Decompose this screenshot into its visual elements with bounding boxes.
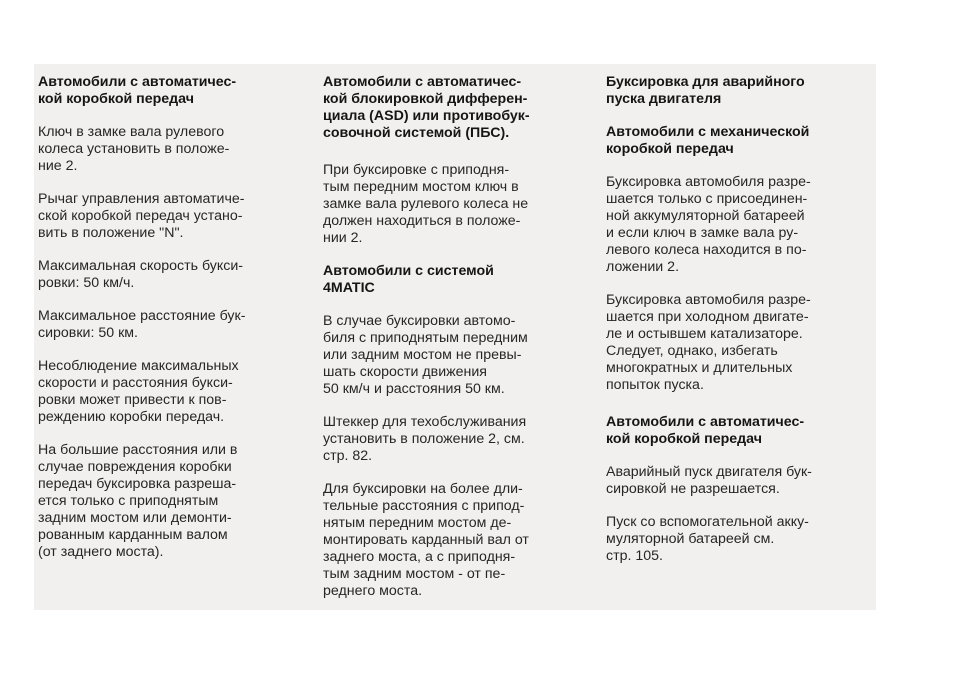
paragraph-tow-start-forbidden: Аварийный пуск двигателя бук- сировкой не разрешается. <box>606 464 812 497</box>
paragraph-selector-lever: Рычаг управления автоматиче- ской коробкой передач устано- вить в положение "N". <box>38 191 245 241</box>
paragraph-driveshaft-removal: Для буксировки на более дли- тельные расстояния с припод- нятым передним мостом де- монтировать карданный вал от заднего моста, а с приподня- тым задним мостом - от пе- реднего моста. <box>323 481 529 599</box>
paragraph-battery-connected: Буксировка автомобиля разре- шается только с присоединен- ной аккумуляторной батареей и если ключ в замке вала ру- левого колеса находится в по- ложении 2. <box>606 174 811 275</box>
paragraph-max-distance: Максимальное расстояние бук- сировки: 50 км. <box>38 308 246 341</box>
paragraph-jump-start: Пуск со вспомогательной акку- муляторной батареей см. стр. 105. <box>606 514 809 564</box>
paragraph-cold-engine: Буксировка автомобиля разре- шается при холодном двигате- ле и остывшем катализаторе. Следует, однако, избегать многократных и длительных попыток пуска. <box>606 292 811 393</box>
heading-automatic-transmission: Автомобили с автоматичес- кой коробкой передач <box>38 74 237 107</box>
heading-4matic: Автомобили с системой 4MATIC <box>323 263 494 296</box>
paragraph-service-plug: Штеккер для техобслуживания установить в положение 2, см. стр. 82. <box>323 414 527 464</box>
heading-manual-transmission: Автомобили с механической коробкой передач <box>606 124 810 157</box>
column-right <box>606 74 876 565</box>
paragraph-ignition-key: Ключ в замке вала рулевого колеса установить в положе- ние 2. <box>38 124 230 174</box>
paragraph-warning: Несоблюдение максимальных скорости и расстояния букси- ровки может привести к пов- реждению коробки передач. <box>38 358 239 425</box>
column-left <box>38 74 308 561</box>
paragraph-4matic-limits: В случае буксировки автомо- биля с приподнятым передним или задним мостом не превы- шать скорости движения 50 км/ч и расстояния 50 км. <box>323 313 528 397</box>
column-middle <box>323 74 593 600</box>
heading-automatic-transmission-2: Автомобили с автоматичес- кой коробкой передач <box>606 414 805 447</box>
paragraph-front-axle-raised: При буксировке с приподня- тым передним мостом ключ в замке вала рулевого колеса не должен находиться в положе- нии 2. <box>323 162 529 246</box>
paragraph-long-distance: На большие расстояния или в случае повреждения коробки передач буксировка разреша- ется только с приподнятым задним мостом или демонти- рованным карданным валом (от заднего моста). <box>38 442 238 560</box>
heading-asd-asr: Автомобили с автоматичес- кой блокировкой дифферен- циала (ASD) или противобук- совочной системой (ПБС). <box>323 74 530 141</box>
paragraph-max-speed: Максимальная скорость букси- ровки: 50 км/ч. <box>38 258 243 291</box>
heading-tow-start: Буксировка для аварийного пуска двигателя <box>606 74 805 107</box>
